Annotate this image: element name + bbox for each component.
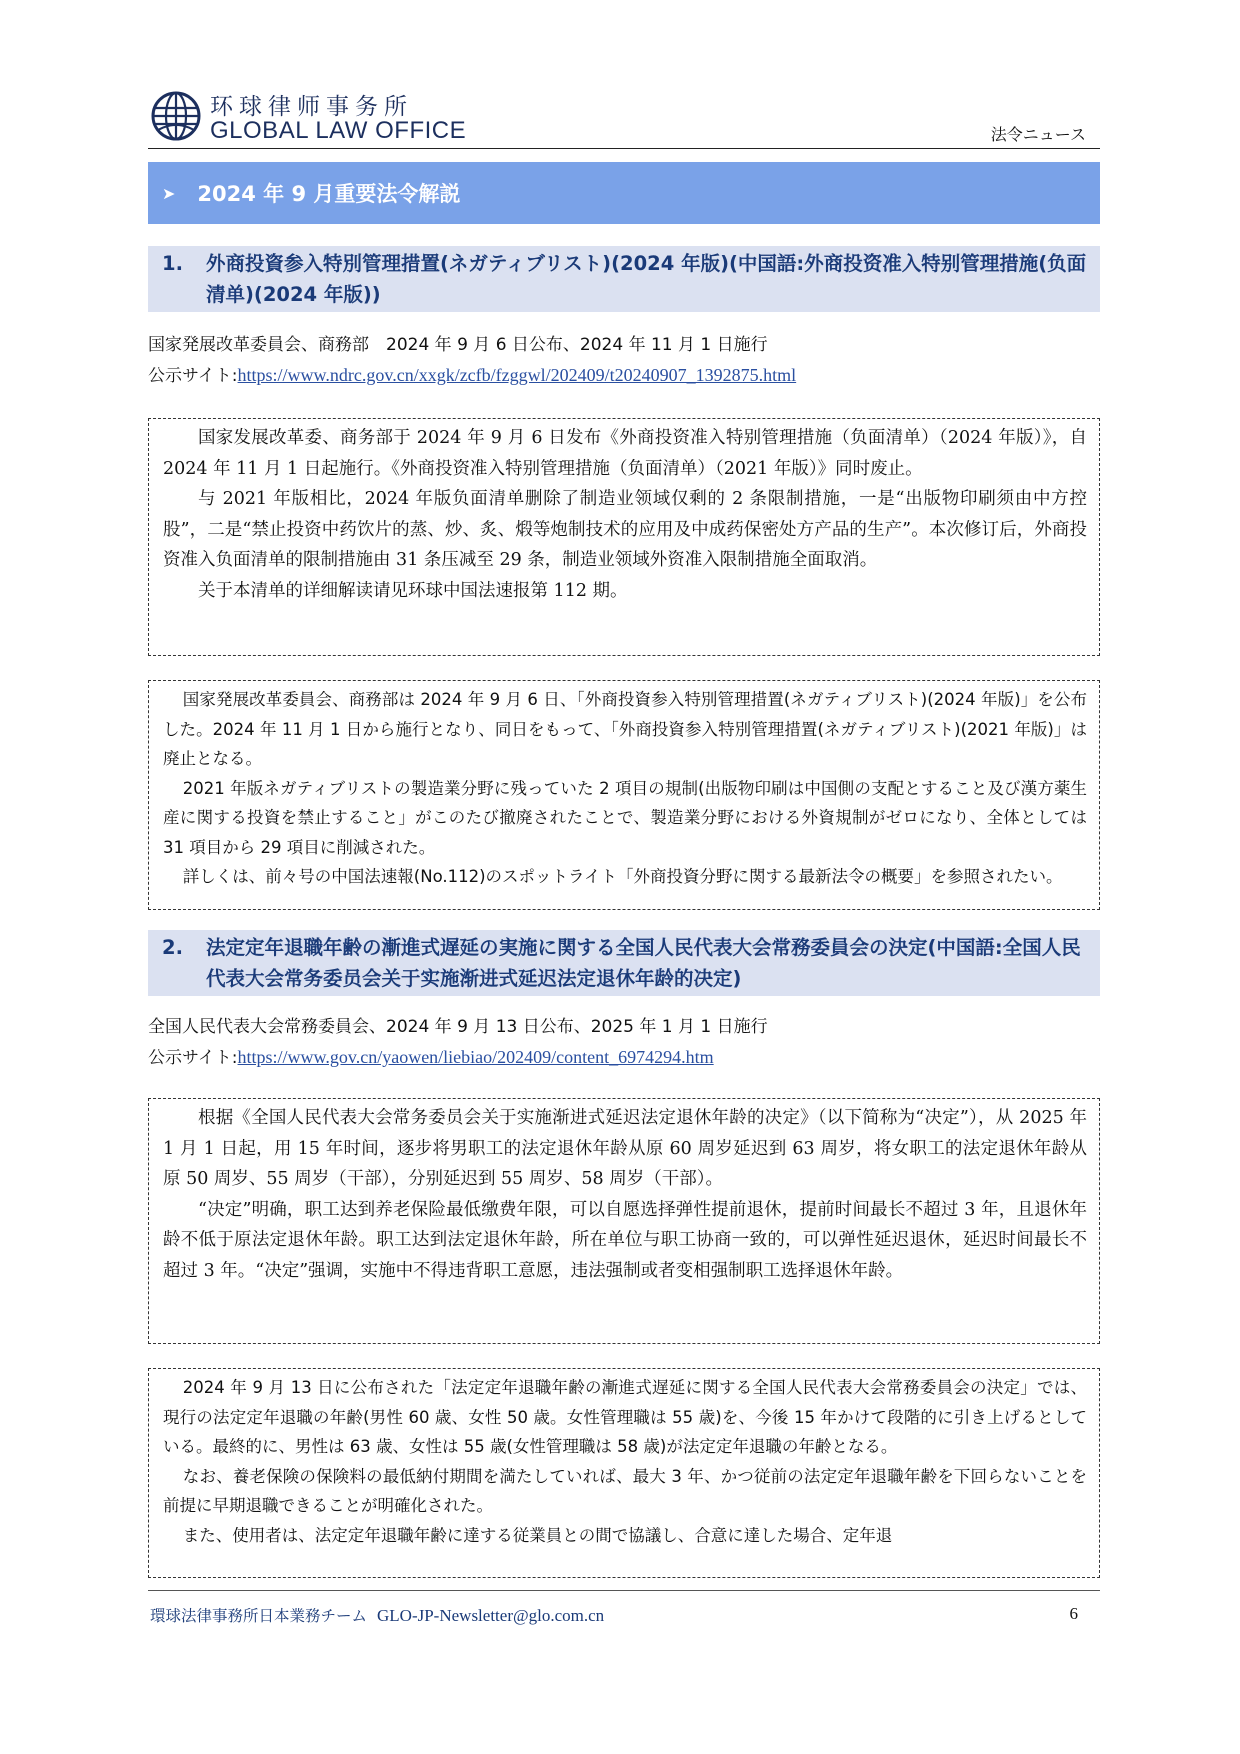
promulgation-line: 国家発展改革委員会、商務部 2024 年 9 月 6 日公布、2024 年 11 月 1 日施行 (148, 335, 768, 355)
japanese-summary-box-2 (148, 1368, 1100, 1578)
paragraph: 与 2021 年版相比，2024 年版负面清单删除了制造业领域仅剩的 2 条限制措施，一是“出版物印刷须由中方控股”，二是“禁止投资中药饮片的蒸、炒、炙、煅等炮制技术的应用及中成药保密处方产品的生产”。本次修订后，外商投资准入负面清单的限制措施由 31 条压减至 29 条，制造业领域外资准入限制措施全面取消。 (163, 489, 1087, 570)
footer-organization: 環球法律事務所日本業務チーム (150, 1607, 368, 1625)
section-banner (148, 162, 1100, 224)
logo-chinese-name: 环球律师事务所 (210, 94, 413, 120)
newsletter-tag: 法令ニュース (990, 125, 1086, 144)
paragraph: なお、養老保険の保険料の最低納付期間を満たしていれば、最大 3 年、かつ従前の法定定年退職年齢を下回らないことを前提に早期退職できることが明確化された。 (163, 1466, 1087, 1515)
footer-divider (148, 1590, 1100, 1591)
arrow-bullet-icon: ➤ (162, 183, 176, 203)
logo-english-name: GLOBAL LAW OFFICE (210, 117, 467, 144)
item-heading-1 (148, 246, 1100, 312)
chinese-summary-box-2 (148, 1098, 1100, 1344)
site-label: 公示サイト: (148, 366, 238, 386)
paragraph: 关于本清单的详细解读请见环球中国法速报第 112 期。 (198, 580, 628, 601)
item-meta-1 (148, 330, 1108, 391)
paragraph: 詳しくは、前々号の中国法速報(No.112)のスポットライト「外商投資分野に関する最新法令の概要」を参照されたい。 (182, 867, 1063, 886)
paragraph: “决定”明确，职工达到养老保险最低缴费年限，可以自愿选择弹性提前退休，提前时间最长不超过 3 年，且退休年龄不低于原法定退休年龄。职工达到法定退休年龄，所在单位与职工协商一致的，可以弹性延迟退休，延迟时间最长不超过 3 年。“决定”强调，实施中不得违背职工意愿，违法强制或者变相强制职工选择退休年龄。 (163, 1199, 1087, 1281)
item-number: 1. (162, 252, 183, 275)
page-header (148, 84, 1098, 148)
page-number: 6 (1069, 1604, 1078, 1623)
item-heading-2 (148, 930, 1100, 996)
paragraph: 2024 年 9 月 13 日に公布された「法定定年退職年齢の漸進式遅延に関する全国人民代表大会常務委員会の決定」では、現行の法定定年退職の年齢(男性 60 歳、女性 50 歳。女性管理職は 55 歳)を、今後 15 年かけて段階的に引き上げるとしている。最終的に、男性は 63 歳、女性は 55 歳(女性管理職は 58 歳)が法定定年退職の年齢となる。 (163, 1378, 1087, 1456)
paragraph: また、使用者は、法定定年退職年齢に達する従業員との間で協議し、合意に達した場合、定年退 (182, 1525, 893, 1545)
item-number: 2. (162, 936, 183, 959)
item-title: 法定定年退職年齢の漸進式遅延の実施に関する全国人民代表大会常務委員会の決定(中国語:全国人民代表大会常务委员会关于实施渐进式延迟法定退休年龄的决定) (206, 936, 1081, 990)
source-link[interactable]: https://www.gov.cn/yaowen/liebiao/202409/content_6974294.htm (237, 1047, 714, 1067)
paragraph: 国家发展改革委、商务部于 2024 年 9 月 6 日发布《外商投资准入特别管理措施（负面清单）（2024 年版）》，自 2024 年 11 月 1 日起施行。《外商投资准入特别管理措施（负面清单）（2021 年版）》同时废止。 (163, 428, 1087, 479)
paragraph: 2021 年版ネガティブリストの製造業分野に残っていた 2 項目の規制(出版物印刷は中国側の支配とすること及び漢方薬生産に関する投資を禁止すること」がこのたび撤廃されたことで、製造業分野における外資規制がゼロになり、全体としては 31 項目から 29 項目に削減された。 (163, 778, 1087, 857)
footer-credit (150, 1604, 604, 1626)
source-site-line (148, 1042, 1108, 1073)
paragraph: 根据《全国人民代表大会常务委员会关于实施渐进式延迟法定退休年龄的决定》（以下简称为“决定”），从 2025 年 1 月 1 日起，用 15 年时间，逐步将男职工的法定退休年龄从原 60 周岁延迟到 63 周岁，将女职工的法定退休年龄从原 50 周岁、55 周岁（干部），分别延迟到 55 周岁、58 周岁（干部）。 (163, 1108, 1087, 1189)
japanese-summary-box-1 (148, 680, 1100, 910)
chinese-summary-box-1 (148, 418, 1100, 656)
header-divider (148, 148, 1100, 149)
source-link[interactable]: https://www.ndrc.gov.cn/xxgk/zcfb/fzggwl/202409/t20240907_1392875.html (237, 365, 797, 385)
footer-email[interactable]: GLO-JP-Newsletter@glo.com.cn (377, 1606, 605, 1625)
source-site-line (148, 360, 1108, 391)
globe-logo-icon (150, 90, 202, 142)
section-title: 2024 年 9 月重要法令解説 (197, 182, 461, 206)
promulgation-line: 全国人民代表大会常務委員会、2024 年 9 月 13 日公布、2025 年 1 月 1 日施行 (148, 1017, 768, 1037)
item-meta-2 (148, 1012, 1108, 1073)
site-label: 公示サイト: (148, 1048, 238, 1068)
item-title: 外商投資参入特別管理措置(ネガティブリスト)(2024 年版)(中国語:外商投资准入特别管理措施(负面清单)(2024 年版)) (206, 252, 1087, 306)
paragraph: 国家発展改革委員会、商務部は 2024 年 9 月 6 日、「外商投資参入特別管理措置(ネガティブリスト)(2024 年版)」を公布した。2024 年 11 月 1 日から施行となり、同日をもって、「外商投資参入特別管理措置(ネガティブリスト)(2021 年版)」は廃止となる。 (163, 690, 1087, 768)
